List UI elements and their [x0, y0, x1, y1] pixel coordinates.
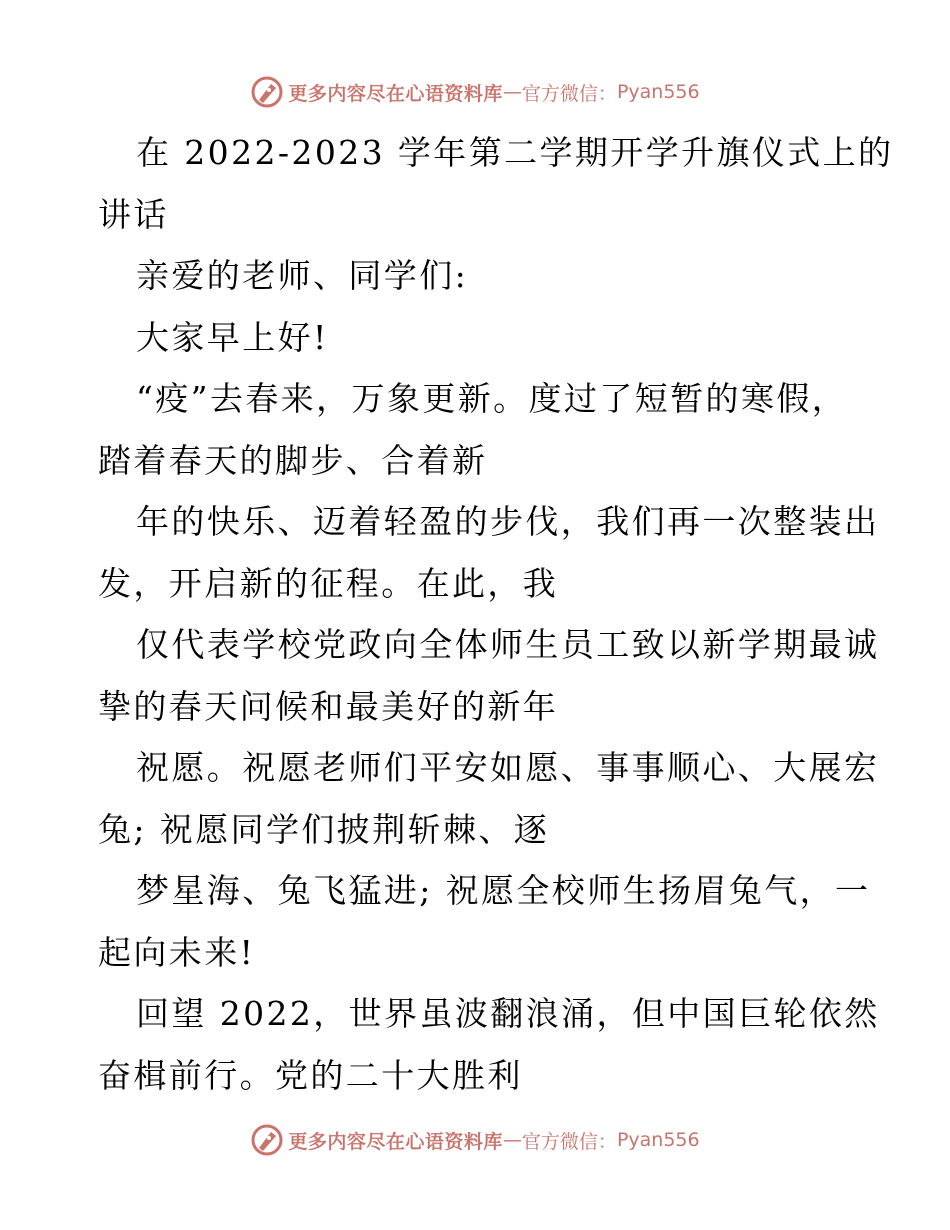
salutation: 亲爱的老师、同学们: — [136, 256, 469, 295]
watermark-wechat-id: Pyan556 — [616, 1129, 700, 1151]
pen-nib-circle-icon — [250, 75, 284, 109]
header-watermark — [0, 72, 950, 112]
paragraph-line: 仅代表学校党政向全体师生员工致以新学期最诚 — [136, 625, 880, 664]
document-body — [98, 122, 894, 1106]
watermark-separator: — — [502, 1129, 522, 1151]
watermark-wechat-id: Pyan556 — [616, 81, 700, 103]
watermark-separator: — — [502, 81, 522, 103]
watermark-wechat-label: 官方微信： — [521, 82, 617, 105]
paragraph-line: 兔; 祝愿同学们披荆斩棘、逐 — [98, 809, 550, 849]
paragraph-line: 年的快乐、迈着轻盈的步伐，我们再一次整装出 — [136, 502, 880, 541]
title-line-2: 讲话 — [98, 194, 169, 234]
paragraph-line: 回望 2022，世界虽波翻浪涌，但中国巨轮依然 — [136, 994, 880, 1033]
paragraph-line: 起向未来! — [98, 932, 256, 972]
footer-watermark — [0, 1120, 950, 1160]
paragraph-line: 梦星海、兔飞猛进; 祝愿全校师生扬眉兔气，一 — [136, 871, 871, 910]
paragraph-line: 奋楫前行。党的二十大胜利 — [98, 1055, 523, 1095]
paragraph-line: 发，开启新的征程。在此，我 — [98, 563, 559, 603]
paragraph-line: 祝愿。祝愿老师们平安如愿、事事顺心、大展宏 — [136, 748, 880, 787]
paragraph-line: 踏着春天的脚步、合着新 — [98, 440, 488, 480]
watermark-brand: 更多内容尽在心语资料库 — [288, 1130, 503, 1153]
paragraph-line: “疫”去春来，万象更新。度过了短暂的寒假， — [136, 379, 848, 418]
watermark-wechat-label: 官方微信： — [521, 1130, 617, 1153]
greeting: 大家早上好! — [136, 317, 329, 357]
pen-nib-circle-icon — [250, 1123, 284, 1157]
watermark-brand: 更多内容尽在心语资料库 — [288, 82, 503, 105]
paragraph-line: 挚的春天问候和最美好的新年 — [98, 686, 559, 726]
title-line-1: 在 2022-2023 学年第二学期开学升旗仪式上的 — [136, 133, 894, 172]
